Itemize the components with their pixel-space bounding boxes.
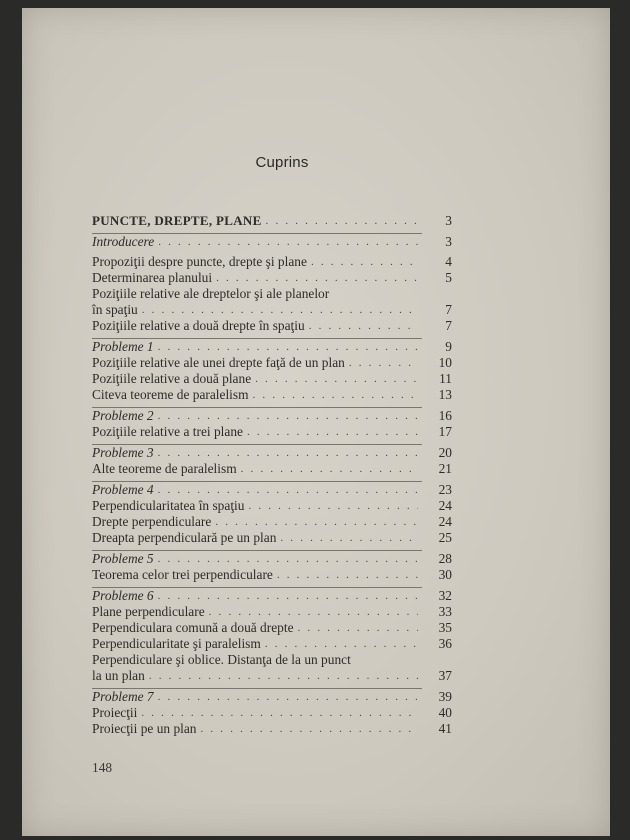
table-of-contents bbox=[92, 213, 452, 737]
toc-entry bbox=[92, 636, 452, 652]
toc-entry bbox=[92, 424, 452, 440]
toc-entry bbox=[92, 587, 452, 604]
toc-entry bbox=[92, 444, 452, 461]
toc-page-number: 3 bbox=[445, 234, 452, 249]
toc-entry-title: Teorema celor trei perpendiculare bbox=[92, 567, 273, 582]
toc-entry-title: Drepte perpendiculare bbox=[92, 514, 212, 529]
toc-page-number: 23 bbox=[438, 482, 452, 497]
leader-dots bbox=[141, 705, 418, 721]
toc-page-number: 28 bbox=[438, 551, 452, 566]
toc-page-number: 33 bbox=[438, 604, 452, 619]
leader-dots bbox=[215, 514, 418, 530]
leader-dots bbox=[158, 408, 418, 424]
leader-dots bbox=[201, 721, 419, 737]
leader-dots bbox=[241, 461, 418, 477]
page-title: Cuprins bbox=[255, 154, 309, 171]
leader-dots bbox=[158, 445, 418, 461]
leader-dots bbox=[253, 387, 418, 403]
leader-dots bbox=[280, 530, 418, 546]
toc-entry bbox=[92, 318, 452, 334]
toc-entry-title: Poziţiile relative a două plane bbox=[92, 371, 252, 386]
leader-dots bbox=[158, 689, 418, 705]
toc-entry bbox=[92, 338, 452, 355]
toc-page-number: 4 bbox=[445, 254, 452, 269]
toc-entry-title: Probleme 6 bbox=[92, 588, 154, 603]
toc-entry bbox=[92, 371, 452, 387]
toc-page-number: 30 bbox=[438, 567, 452, 582]
toc-page-number: 25 bbox=[438, 530, 452, 545]
toc-entry bbox=[92, 498, 452, 514]
toc-page-number: 36 bbox=[438, 636, 452, 651]
toc-entry-title: Determinarea planului bbox=[92, 270, 213, 285]
leader-dots bbox=[158, 482, 418, 498]
toc-page-number: 11 bbox=[439, 371, 452, 386]
toc-entry bbox=[92, 705, 452, 721]
toc-page-number: 17 bbox=[438, 424, 452, 439]
leader-dots bbox=[277, 567, 418, 583]
leader-dots bbox=[158, 234, 418, 250]
leader-dots bbox=[149, 668, 418, 684]
leader-dots bbox=[158, 588, 418, 604]
toc-entry bbox=[92, 407, 452, 424]
toc-page-number: 35 bbox=[438, 620, 452, 635]
toc-entry-title: Perpendicularitatea în spaţiu bbox=[92, 498, 245, 513]
leader-dots bbox=[309, 318, 418, 334]
toc-entry bbox=[92, 514, 452, 530]
toc-page-number: 3 bbox=[445, 213, 452, 228]
toc-entry bbox=[92, 387, 452, 403]
leader-dots bbox=[255, 371, 418, 387]
toc-entry-title: Perpendicularitate şi paralelism bbox=[92, 636, 261, 651]
toc-page-number: 9 bbox=[445, 339, 452, 354]
toc-entry-title: Plane perpendiculare bbox=[92, 604, 205, 619]
book-page bbox=[22, 8, 610, 836]
leader-dots bbox=[349, 355, 418, 371]
toc-entry-title: Alte teoreme de paralelism bbox=[92, 461, 237, 476]
toc-entry-title: Poziţiile relative a două drepte în spaţiu bbox=[92, 318, 305, 333]
toc-entry-title: Dreapta perpendiculară pe un plan bbox=[92, 530, 277, 545]
leader-dots bbox=[209, 604, 418, 620]
leader-dots bbox=[248, 498, 418, 514]
toc-entry bbox=[92, 461, 452, 477]
toc-page-number: 20 bbox=[438, 445, 452, 460]
toc-entry-title: Probleme 4 bbox=[92, 482, 154, 497]
toc-entry-title: Probleme 3 bbox=[92, 445, 154, 460]
toc-entry-title: Poziţiile relative ale unei drepte faţă de un plan bbox=[92, 355, 345, 370]
toc-entry-title: Poziţiile relative a trei plane bbox=[92, 424, 243, 439]
toc-page-number: 13 bbox=[438, 387, 452, 402]
toc-entry bbox=[92, 688, 452, 705]
leader-dots bbox=[311, 254, 418, 270]
leader-dots bbox=[247, 424, 418, 440]
leader-dots bbox=[158, 339, 418, 355]
toc-page-number: 24 bbox=[438, 498, 452, 513]
toc-entry-title: Probleme 5 bbox=[92, 551, 154, 566]
toc-page-number: 7 bbox=[445, 318, 452, 333]
toc-entry-title: Perpendiculare şi oblice. Distanţa de la un punct bbox=[92, 652, 351, 667]
toc-entry bbox=[92, 550, 452, 567]
toc-entry-title: Probleme 2 bbox=[92, 408, 154, 423]
toc-entry bbox=[92, 233, 452, 250]
toc-entry bbox=[92, 481, 452, 498]
toc-entry bbox=[92, 604, 452, 620]
toc-entry-title: Probleme 7 bbox=[92, 689, 154, 704]
toc-entry-title: Poziţiile relative ale dreptelor şi ale planelor bbox=[92, 286, 330, 301]
toc-page-number: 5 bbox=[445, 270, 452, 285]
toc-entry-title: Proiecţii pe un plan bbox=[92, 721, 197, 736]
toc-entry-title: PUNCTE, DREPTE, PLANE bbox=[92, 213, 262, 228]
toc-page-number: 24 bbox=[438, 514, 452, 529]
toc-page-number: 37 bbox=[438, 668, 452, 683]
leader-dots bbox=[142, 302, 418, 318]
toc-entry bbox=[92, 721, 452, 737]
toc-entry-title: Citeva teoreme de paralelism bbox=[92, 387, 249, 402]
toc-entry bbox=[92, 286, 452, 318]
toc-entry bbox=[92, 213, 452, 229]
toc-page-number: 39 bbox=[438, 689, 452, 704]
toc-page-number: 21 bbox=[438, 461, 452, 476]
toc-page-number: 41 bbox=[438, 721, 452, 736]
toc-entry bbox=[92, 620, 452, 636]
page-number: 148 bbox=[92, 760, 113, 775]
toc-entry bbox=[92, 530, 452, 546]
toc-entry-title: Propoziţii despre puncte, drepte şi plane bbox=[92, 254, 307, 269]
toc-entry bbox=[92, 355, 452, 371]
toc-entry-title-continued: la un plan bbox=[92, 668, 145, 683]
toc-entry bbox=[92, 567, 452, 583]
toc-entry bbox=[92, 652, 452, 684]
toc-page-number: 7 bbox=[445, 302, 452, 317]
toc-page-number: 16 bbox=[438, 408, 452, 423]
toc-entry bbox=[92, 270, 452, 286]
toc-entry-title-continued: în spaţiu bbox=[92, 302, 138, 317]
leader-dots bbox=[266, 213, 418, 229]
toc-entry-title: Proiecţii bbox=[92, 705, 138, 720]
toc-entry-title: Perpendiculara comună a două drepte bbox=[92, 620, 294, 635]
toc-page-number: 10 bbox=[438, 355, 452, 370]
toc-page-number: 40 bbox=[438, 705, 452, 720]
leader-dots bbox=[298, 620, 418, 636]
toc-entry-title: Probleme 1 bbox=[92, 339, 154, 354]
leader-dots bbox=[265, 636, 418, 652]
toc-page-number: 32 bbox=[438, 588, 452, 603]
leader-dots bbox=[216, 270, 418, 286]
toc-entry bbox=[92, 254, 452, 270]
leader-dots bbox=[158, 551, 418, 567]
toc-entry-title: Introducere bbox=[92, 234, 155, 249]
